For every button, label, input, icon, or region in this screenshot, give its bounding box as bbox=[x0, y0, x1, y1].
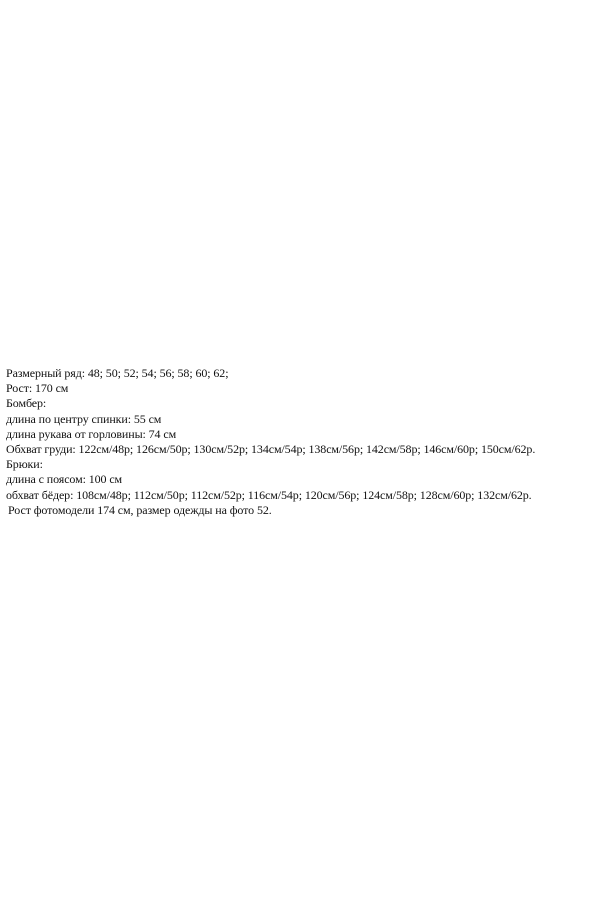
bomber-sleeve-length: длина рукава от горловины: 74 см bbox=[6, 426, 177, 441]
size-range-line: Размерный ряд: 48; 50; 52; 54; 56; 58; 60; 62; bbox=[6, 366, 229, 380]
height-line: Рост: 170 см bbox=[6, 381, 69, 396]
bomber-chest-girth: Обхват груди: 122см/48р; 126см/50р; 130см/52р; 134см/54р; 138см/56р; 142см/58р; 146см/60р; 150см/62р. bbox=[6, 442, 536, 457]
size-specification-text bbox=[6, 366, 596, 518]
bomber-back-length: длина по центру спинки: 55 см bbox=[6, 411, 162, 426]
trousers-hip-girth: обхват бёдер: 108см/48р; 112см/50р; 112см/52р; 116см/54р; 120см/56р; 124см/58р; 128см/60р; 132см/62р. bbox=[6, 487, 532, 502]
trousers-title: Брюки: bbox=[6, 457, 43, 472]
model-info-line: Рост фотомодели 174 см, размер одежды на фото 52. bbox=[8, 502, 272, 517]
bomber-title: Бомбер: bbox=[6, 396, 47, 411]
trousers-length: длина с поясом: 100 см bbox=[6, 472, 123, 487]
